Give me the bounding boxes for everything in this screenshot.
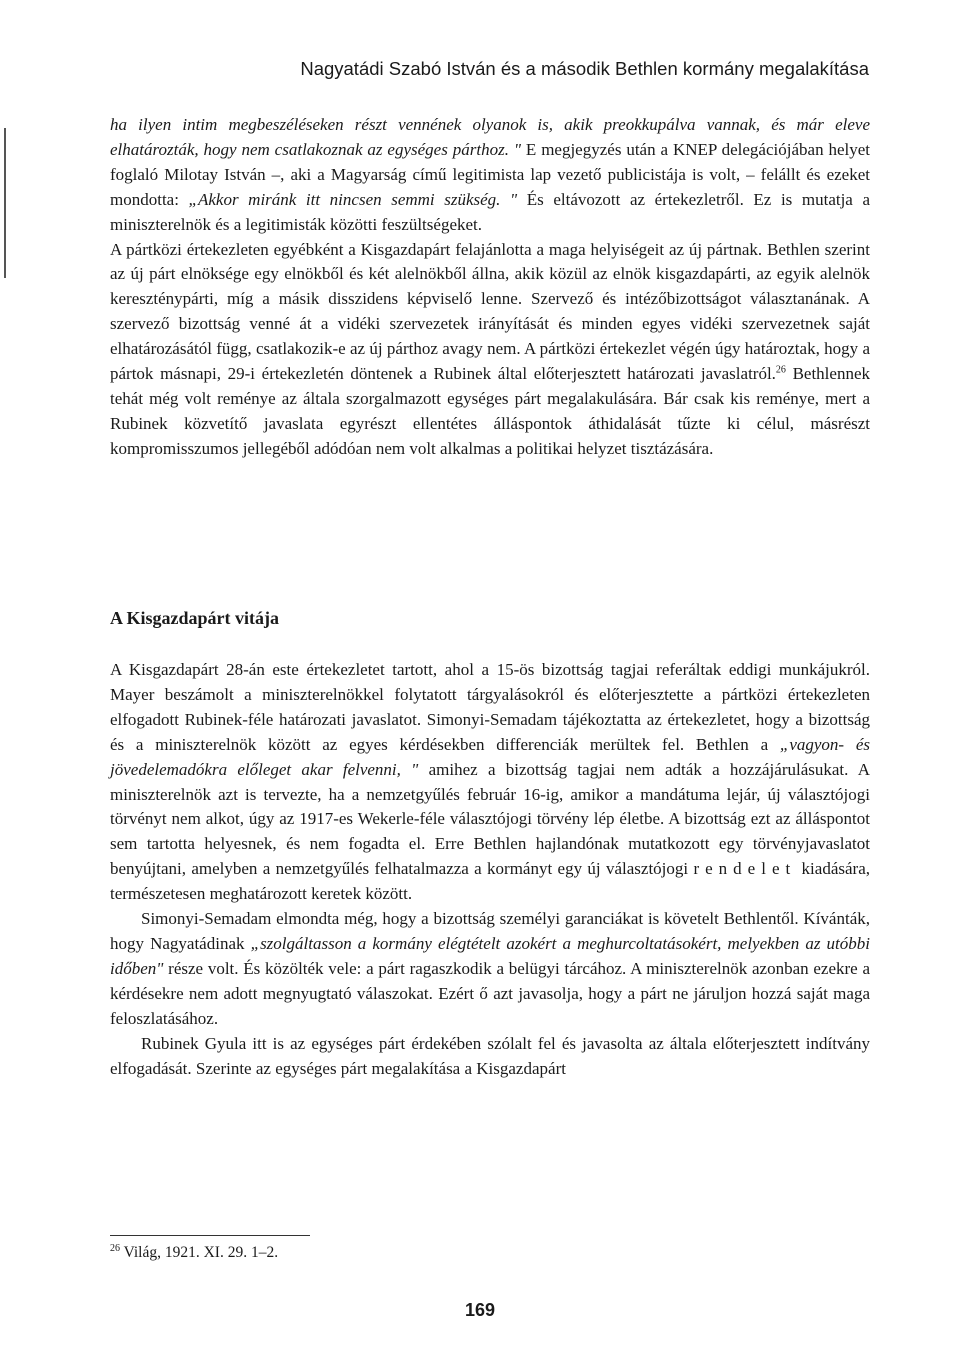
paragraph-text: része volt. És közölték vele: a párt ragaszkodik a belügyi tárcához. A miniszterelnök azonban ezekre a kérdésekre nem adott megnyugtató válaszokat. Ezért ő azt javasolja, hogy a párt ne járuljon hozzá saját maga feloszlatásához. — [110, 958, 870, 1028]
paragraph-text: Simonyi-Semadam elmondta még, hogy a bizottság személyi garanciákat is követelt Bethlentől. Kívánták, hogy Nagyatádinak — [110, 909, 870, 953]
footnote-number: 26 — [110, 1242, 120, 1254]
running-header: Nagyatádi Szabó István és a második Bethlen kormány megalakítása — [300, 58, 869, 79]
italic-quote: „Akkor miránk itt nincsen semmi szükség. " — [188, 189, 518, 209]
footnote-text: Világ, 1921. XI. 29. 1–2. — [120, 1244, 279, 1261]
paragraph — [110, 113, 870, 238]
italic-quote: „vagyon- és jövedelemadókra előleget akar felvenni, " — [110, 734, 870, 779]
body-text-section-2 — [110, 658, 870, 1081]
paragraph — [110, 238, 870, 462]
paragraph-text: Bethlennek tehát még volt reménye az általa szorgalmazott egységes párt megalakulására. Bár csak kis reménye, mert a Rubinek közvetítő javaslata egyrészt ellentétes álláspontok áthidalását tűzte ki célul, másrészt kompromisszumos jellegéből adódóan nem volt alkalmas a politikai helyzet tisztázására. — [110, 364, 870, 458]
body-text-section-1 — [110, 113, 870, 462]
section-heading: A Kisgazdapárt vitája — [110, 608, 279, 628]
paragraph-text: Rubinek Gyula itt is az egységes párt érdekében szólalt fel és javasolta az általa előterjesztett indítvány elfogadását. Szerinte az egységes párt megalakítása a Kisgazdapárt — [110, 1033, 870, 1078]
paragraph — [110, 1032, 870, 1082]
italic-quote: ha ilyen intim megbeszéléseken részt vennének olyanok is, akik preokkupálva vannak, és már eleve elhatározták, hogy nem csatlakoznak az egységes párthoz. " — [110, 115, 870, 159]
footnote — [110, 1244, 278, 1262]
italic-quote: „szolgáltasson a kormány elégtételt azokért a meghurcoltatásokért, melyekben az utóbbi időben" — [110, 933, 870, 978]
scan-edge-mark — [4, 128, 6, 278]
paragraph-text: kiadására, természetesen meghatározott keretek között. — [110, 859, 870, 904]
footnote-divider — [110, 1235, 310, 1236]
paragraph — [110, 658, 870, 907]
paragraph-text: A pártközi értekezleten egyébként a Kisgazdapárt felajánlotta a maga helyiségeit az új pártnak. Bethlen szerint az új párt elnöksége egy elnökből és két alelnökből állna, akik közül az elnök kisgazdapárti, az egyik alelnök kereszténypárti, míg a másik disszidens képviselő lenne. Szervező és intézőbizottságot választanának. A szervező bizottság venné át a vidéki szervezetek irányítását és minden egyes vidéki szervezetnek saját elhatározásától függ, csatlakozik-e az új párthoz avagy nem. A pártközi értekezlet végén úgy határoztak, hogy a pártok másnapi, 29-i értekezletén döntenek a Rubinek által előterjesztett határozati javaslatról. — [110, 239, 870, 384]
spaced-emphasis: rendelet — [693, 859, 797, 879]
paragraph-text: És eltávozott az értekezletről. Ez is mutatja a miniszterelnök és a legitimisták közötti feszültségeket. — [110, 189, 870, 234]
paragraph-text: E megjegyzés után a KNEP delegációjában helyet foglaló Milotay István –, aki a Magyarság című legitimista lap vezető publicistája is volt, – felállt és ezeket mondotta: — [110, 139, 871, 209]
page-number: 169 — [464, 1300, 496, 1320]
paragraph — [110, 907, 870, 1032]
paragraph-text: A Kisgazdapárt 28-án este értekezletet tartott, ahol a 15-ös bizottság tagjai referáltak eddigi munkájukról. Mayer beszámolt a miniszterelnökkel folytatott tárgyalásokról és előterjesztette a pártközi értekezleten elfogadott Rubinek-féle határozati javaslatot. Simonyi-Semadam tájékoztatta az értekezletet, hogy a bizottság és a miniszterelnök között az egyes kérdésekben differenciák merültek fel. Bethlen a — [110, 660, 870, 754]
paragraph-text: amihez a bizottság tagjai nem adták a hozzájárulásukat. A miniszterelnök azt is tervezte, ha a nemzetgyűlés február 16-ig, amikor a mandátuma lejár, új választójogi törvényt nem alkot, úgy az 1917-es Wekerle-féle választójogi törvény lép életbe. A bizottság ezt az álláspontot sem tartotta helyesnek, és nem fogadta el. Erre Bethlen hajlandónak mutatkozott egy törvényjavaslatot benyújtani, amelyben a nemzetgyűlés felhatalmazza a kormányt egy új választójogi — [110, 759, 870, 879]
footnote-reference[interactable]: 26 — [775, 364, 786, 376]
